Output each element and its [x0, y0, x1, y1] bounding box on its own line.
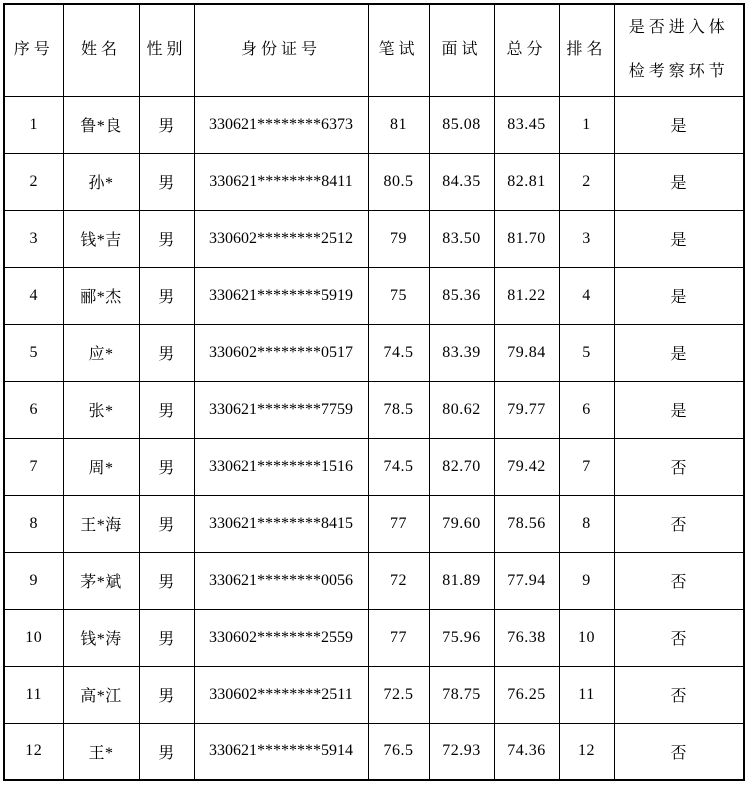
table-row: [4, 381, 744, 438]
cell-gender: 男: [139, 723, 194, 780]
cell-interview-score: 79.60: [429, 495, 494, 552]
cell-rank: 10: [559, 609, 614, 666]
cell-no: 3: [4, 210, 63, 267]
cell-name: 茅*斌: [63, 552, 139, 609]
cell-id-number: 330602********2511: [194, 666, 368, 723]
column-header-interview: 面试: [429, 4, 494, 96]
cell-no: 9: [4, 552, 63, 609]
cell-rank: 1: [559, 96, 614, 153]
cell-id-number: 330602********0517: [194, 324, 368, 381]
column-header-total: 总分: [494, 4, 559, 96]
cell-total-score: 79.77: [494, 381, 559, 438]
cell-no: 12: [4, 723, 63, 780]
cell-written-score: 80.5: [368, 153, 429, 210]
cell-rank: 4: [559, 267, 614, 324]
cell-qualified: 是: [614, 210, 744, 267]
cell-total-score: 79.42: [494, 438, 559, 495]
cell-gender: 男: [139, 96, 194, 153]
cell-interview-score: 82.70: [429, 438, 494, 495]
table-row: [4, 267, 744, 324]
score-table: [3, 3, 745, 781]
cell-name: 钱*吉: [63, 210, 139, 267]
cell-interview-score: 85.36: [429, 267, 494, 324]
cell-rank: 12: [559, 723, 614, 780]
cell-no: 4: [4, 267, 63, 324]
cell-name: 王*: [63, 723, 139, 780]
cell-total-score: 74.36: [494, 723, 559, 780]
cell-gender: 男: [139, 609, 194, 666]
cell-total-score: 78.56: [494, 495, 559, 552]
cell-id-number: 330621********5919: [194, 267, 368, 324]
cell-qualified: 否: [614, 495, 744, 552]
cell-rank: 6: [559, 381, 614, 438]
cell-interview-score: 81.89: [429, 552, 494, 609]
cell-gender: 男: [139, 552, 194, 609]
cell-gender: 男: [139, 153, 194, 210]
cell-written-score: 77: [368, 609, 429, 666]
cell-no: 2: [4, 153, 63, 210]
table-row: [4, 723, 744, 780]
cell-id-number: 330602********2512: [194, 210, 368, 267]
cell-id-number: 330621********0056: [194, 552, 368, 609]
cell-name: 周*: [63, 438, 139, 495]
column-header-gender: 性别: [139, 4, 194, 96]
cell-gender: 男: [139, 438, 194, 495]
cell-no: 8: [4, 495, 63, 552]
cell-name: 王*海: [63, 495, 139, 552]
cell-total-score: 81.22: [494, 267, 559, 324]
table-row: [4, 666, 744, 723]
cell-interview-score: 83.50: [429, 210, 494, 267]
cell-no: 6: [4, 381, 63, 438]
cell-rank: 9: [559, 552, 614, 609]
cell-id-number: 330621********1516: [194, 438, 368, 495]
column-header-id-number: 身份证号: [194, 4, 368, 96]
cell-gender: 男: [139, 267, 194, 324]
cell-name: 高*江: [63, 666, 139, 723]
cell-rank: 5: [559, 324, 614, 381]
cell-interview-score: 85.08: [429, 96, 494, 153]
cell-rank: 2: [559, 153, 614, 210]
cell-qualified: 否: [614, 666, 744, 723]
cell-no: 1: [4, 96, 63, 153]
header-row: [4, 4, 744, 96]
cell-qualified: 否: [614, 723, 744, 780]
cell-written-score: 72: [368, 552, 429, 609]
table-row: [4, 495, 744, 552]
cell-id-number: 330621********8415: [194, 495, 368, 552]
column-header-rank: 排名: [559, 4, 614, 96]
table-row: [4, 438, 744, 495]
cell-interview-score: 80.62: [429, 381, 494, 438]
cell-name: 孙*: [63, 153, 139, 210]
cell-gender: 男: [139, 495, 194, 552]
table-row: [4, 210, 744, 267]
table-row: [4, 552, 744, 609]
cell-id-number: 330621********8411: [194, 153, 368, 210]
cell-rank: 7: [559, 438, 614, 495]
cell-total-score: 76.25: [494, 666, 559, 723]
table-row: [4, 96, 744, 153]
cell-gender: 男: [139, 324, 194, 381]
cell-written-score: 72.5: [368, 666, 429, 723]
cell-rank: 8: [559, 495, 614, 552]
cell-qualified: 是: [614, 153, 744, 210]
cell-name: 钱*涛: [63, 609, 139, 666]
cell-interview-score: 75.96: [429, 609, 494, 666]
cell-qualified: 是: [614, 96, 744, 153]
column-header-qualified: 是否进入体检考察环节: [614, 4, 744, 96]
cell-total-score: 77.94: [494, 552, 559, 609]
cell-total-score: 76.38: [494, 609, 559, 666]
column-header-name: 姓名: [63, 4, 139, 96]
cell-interview-score: 83.39: [429, 324, 494, 381]
cell-written-score: 81: [368, 96, 429, 153]
cell-rank: 3: [559, 210, 614, 267]
cell-gender: 男: [139, 381, 194, 438]
cell-qualified: 否: [614, 552, 744, 609]
cell-no: 5: [4, 324, 63, 381]
cell-id-number: 330621********7759: [194, 381, 368, 438]
cell-name: 鲁*良: [63, 96, 139, 153]
cell-gender: 男: [139, 210, 194, 267]
cell-qualified: 是: [614, 381, 744, 438]
cell-id-number: 330621********5914: [194, 723, 368, 780]
cell-qualified: 否: [614, 609, 744, 666]
cell-qualified: 是: [614, 324, 744, 381]
cell-no: 7: [4, 438, 63, 495]
cell-total-score: 79.84: [494, 324, 559, 381]
cell-written-score: 79: [368, 210, 429, 267]
cell-id-number: 330621********6373: [194, 96, 368, 153]
table-row: [4, 153, 744, 210]
cell-written-score: 75: [368, 267, 429, 324]
column-header-written: 笔试: [368, 4, 429, 96]
cell-interview-score: 84.35: [429, 153, 494, 210]
cell-interview-score: 72.93: [429, 723, 494, 780]
table-row: [4, 324, 744, 381]
cell-written-score: 78.5: [368, 381, 429, 438]
cell-no: 10: [4, 609, 63, 666]
table-row: [4, 609, 744, 666]
cell-qualified: 否: [614, 438, 744, 495]
column-header-no: 序号: [4, 4, 63, 96]
table-body: [4, 96, 744, 780]
cell-written-score: 74.5: [368, 438, 429, 495]
cell-name: 郦*杰: [63, 267, 139, 324]
cell-rank: 11: [559, 666, 614, 723]
cell-gender: 男: [139, 666, 194, 723]
cell-qualified: 是: [614, 267, 744, 324]
cell-name: 应*: [63, 324, 139, 381]
cell-total-score: 81.70: [494, 210, 559, 267]
cell-interview-score: 78.75: [429, 666, 494, 723]
cell-total-score: 83.45: [494, 96, 559, 153]
cell-total-score: 82.81: [494, 153, 559, 210]
cell-written-score: 76.5: [368, 723, 429, 780]
cell-written-score: 77: [368, 495, 429, 552]
cell-id-number: 330602********2559: [194, 609, 368, 666]
cell-name: 张*: [63, 381, 139, 438]
cell-no: 11: [4, 666, 63, 723]
cell-written-score: 74.5: [368, 324, 429, 381]
